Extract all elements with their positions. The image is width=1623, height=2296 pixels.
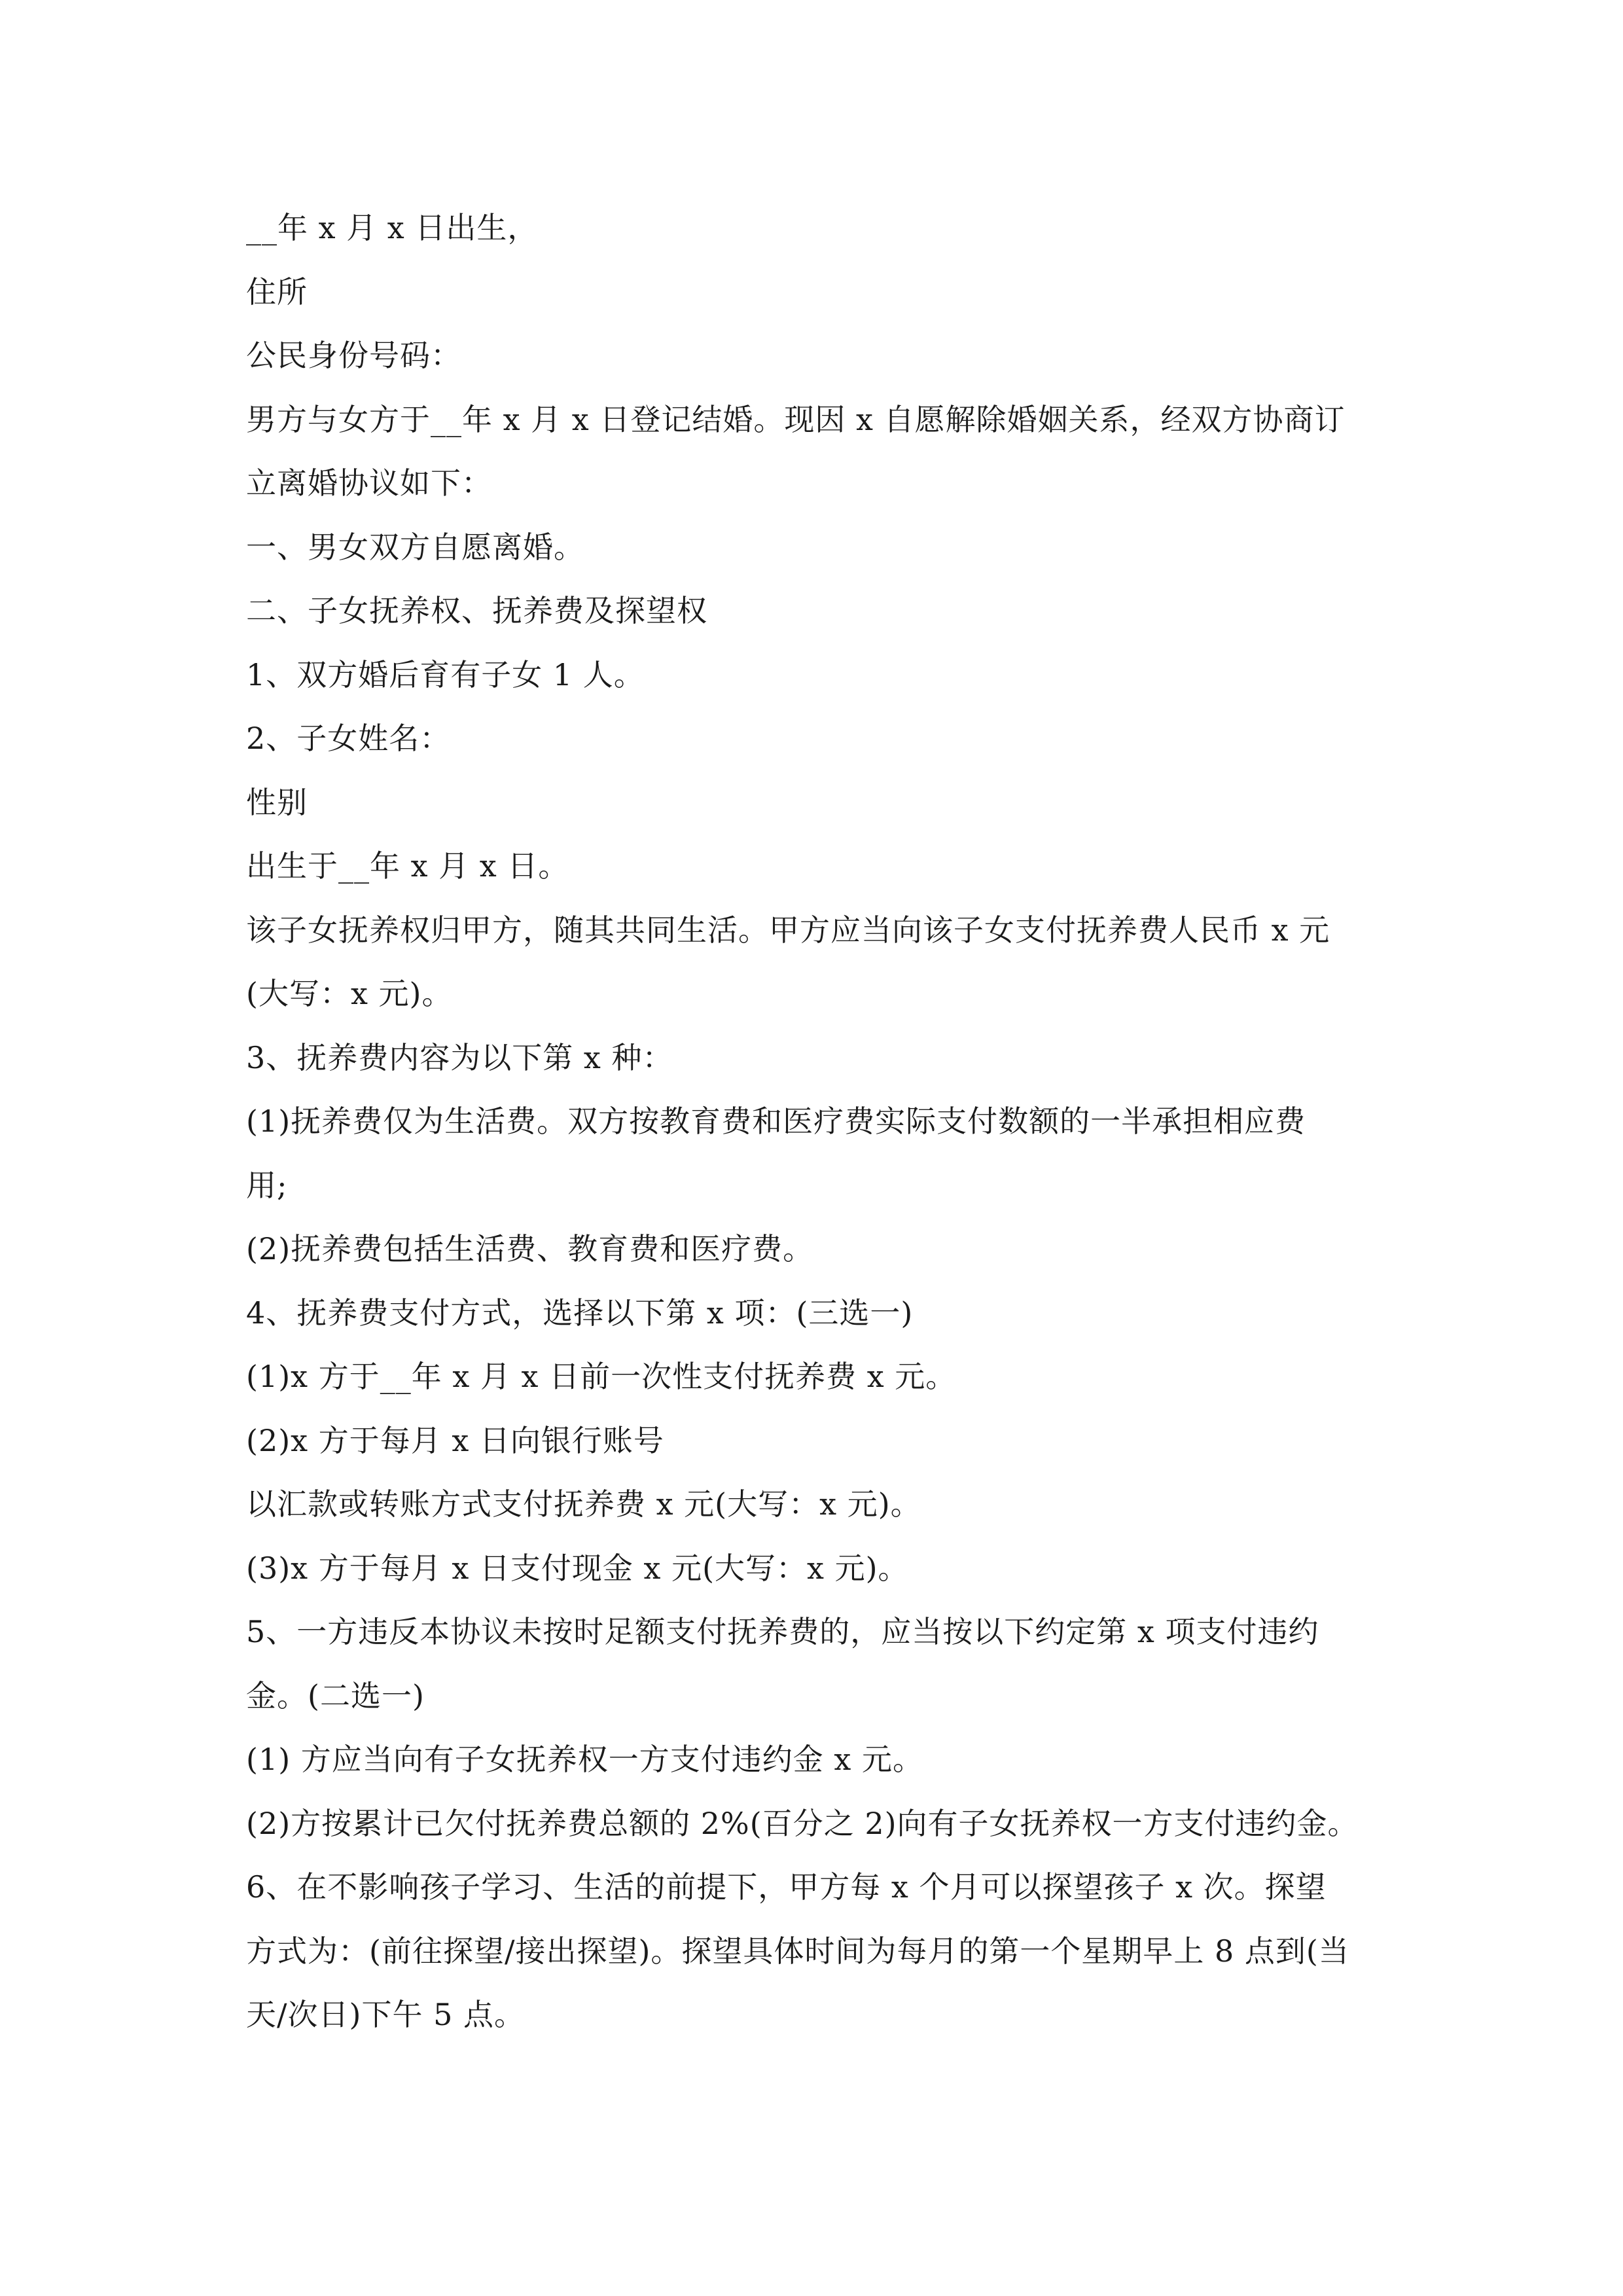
- section-heading: 二、子女抚养权、抚养费及探望权: [246, 593, 707, 628]
- text-line: (1)抚养费仅为生活费。双方按教育费和医疗费实际支付数额的一半承担相应费: [246, 1103, 1306, 1139]
- text-line: 男方与女方于__年 x 月 x 日登记结婚。现因 x 自愿解除婚姻关系，经双方协商订: [246, 401, 1346, 437]
- text-line: 金。(二选一): [246, 1677, 425, 1713]
- text-line: 住所: [246, 274, 308, 310]
- text-line: 方式为：(前往探望/接出探望)。探望具体时间为每月的第一个星期早上 8 点到(当: [246, 1933, 1349, 1969]
- text-line: 1、双方婚后育有子女 1 人。: [246, 656, 645, 692]
- text-line: 6、在不影响孩子学习、生活的前提下，甲方每 x 个月可以探望孩子 x 次。探望: [246, 1869, 1327, 1905]
- text-line: 3、抚养费内容为以下第 x 种：: [246, 1039, 673, 1075]
- text-line: (3)x 方于每月 x 日支付现金 x 元(大写：x 元)。: [246, 1550, 909, 1586]
- text-line: 5、一方违反本协议未按时足额支付抚养费的，应当按以下约定第 x 项支付违约: [246, 1614, 1319, 1649]
- text-line: (2)x 方于每月 x 日向银行账号: [246, 1422, 664, 1458]
- text-line: 出生于__年 x 月 x 日。: [246, 848, 569, 884]
- text-line: 一、男女双方自愿离婚。: [246, 529, 584, 565]
- text-line: (大写：x 元)。: [246, 976, 453, 1011]
- text-line: (2)方按累计已欠付抚养费总额的 2%(百分之 2)向有子女抚养权一方支付违约金。: [246, 1805, 1359, 1841]
- text-line: 以汇款或转账方式支付抚养费 x 元(大写：x 元)。: [246, 1486, 921, 1522]
- text-line: (2)抚养费包括生活费、教育费和医疗费。: [246, 1231, 814, 1266]
- text-line: 用;: [246, 1167, 288, 1203]
- text-line: (1) 方应当向有子女抚养权一方支付违约金 x 元。: [246, 1742, 923, 1777]
- text-line: 立离婚协议如下：: [246, 465, 492, 501]
- text-line: 4、抚养费支付方式，选择以下第 x 项：(三选一): [246, 1295, 914, 1331]
- text-line: 性别: [246, 784, 308, 820]
- document-body: [246, 208, 1388, 2059]
- text-line: 2、子女姓名：: [246, 721, 451, 756]
- text-line: 天/次日)下午 5 点。: [246, 1997, 525, 2032]
- text-line: __年 x 月 x 日出生，: [246, 210, 539, 245]
- text-line: 公民身份号码：: [246, 338, 461, 373]
- text-line: 该子女抚养权归甲方，随其共同生活。甲方应当向该子女支付抚养费人民币 x 元: [246, 912, 1330, 948]
- text-line: (1)x 方于__年 x 月 x 日前一次性支付抚养费 x 元。: [246, 1359, 957, 1394]
